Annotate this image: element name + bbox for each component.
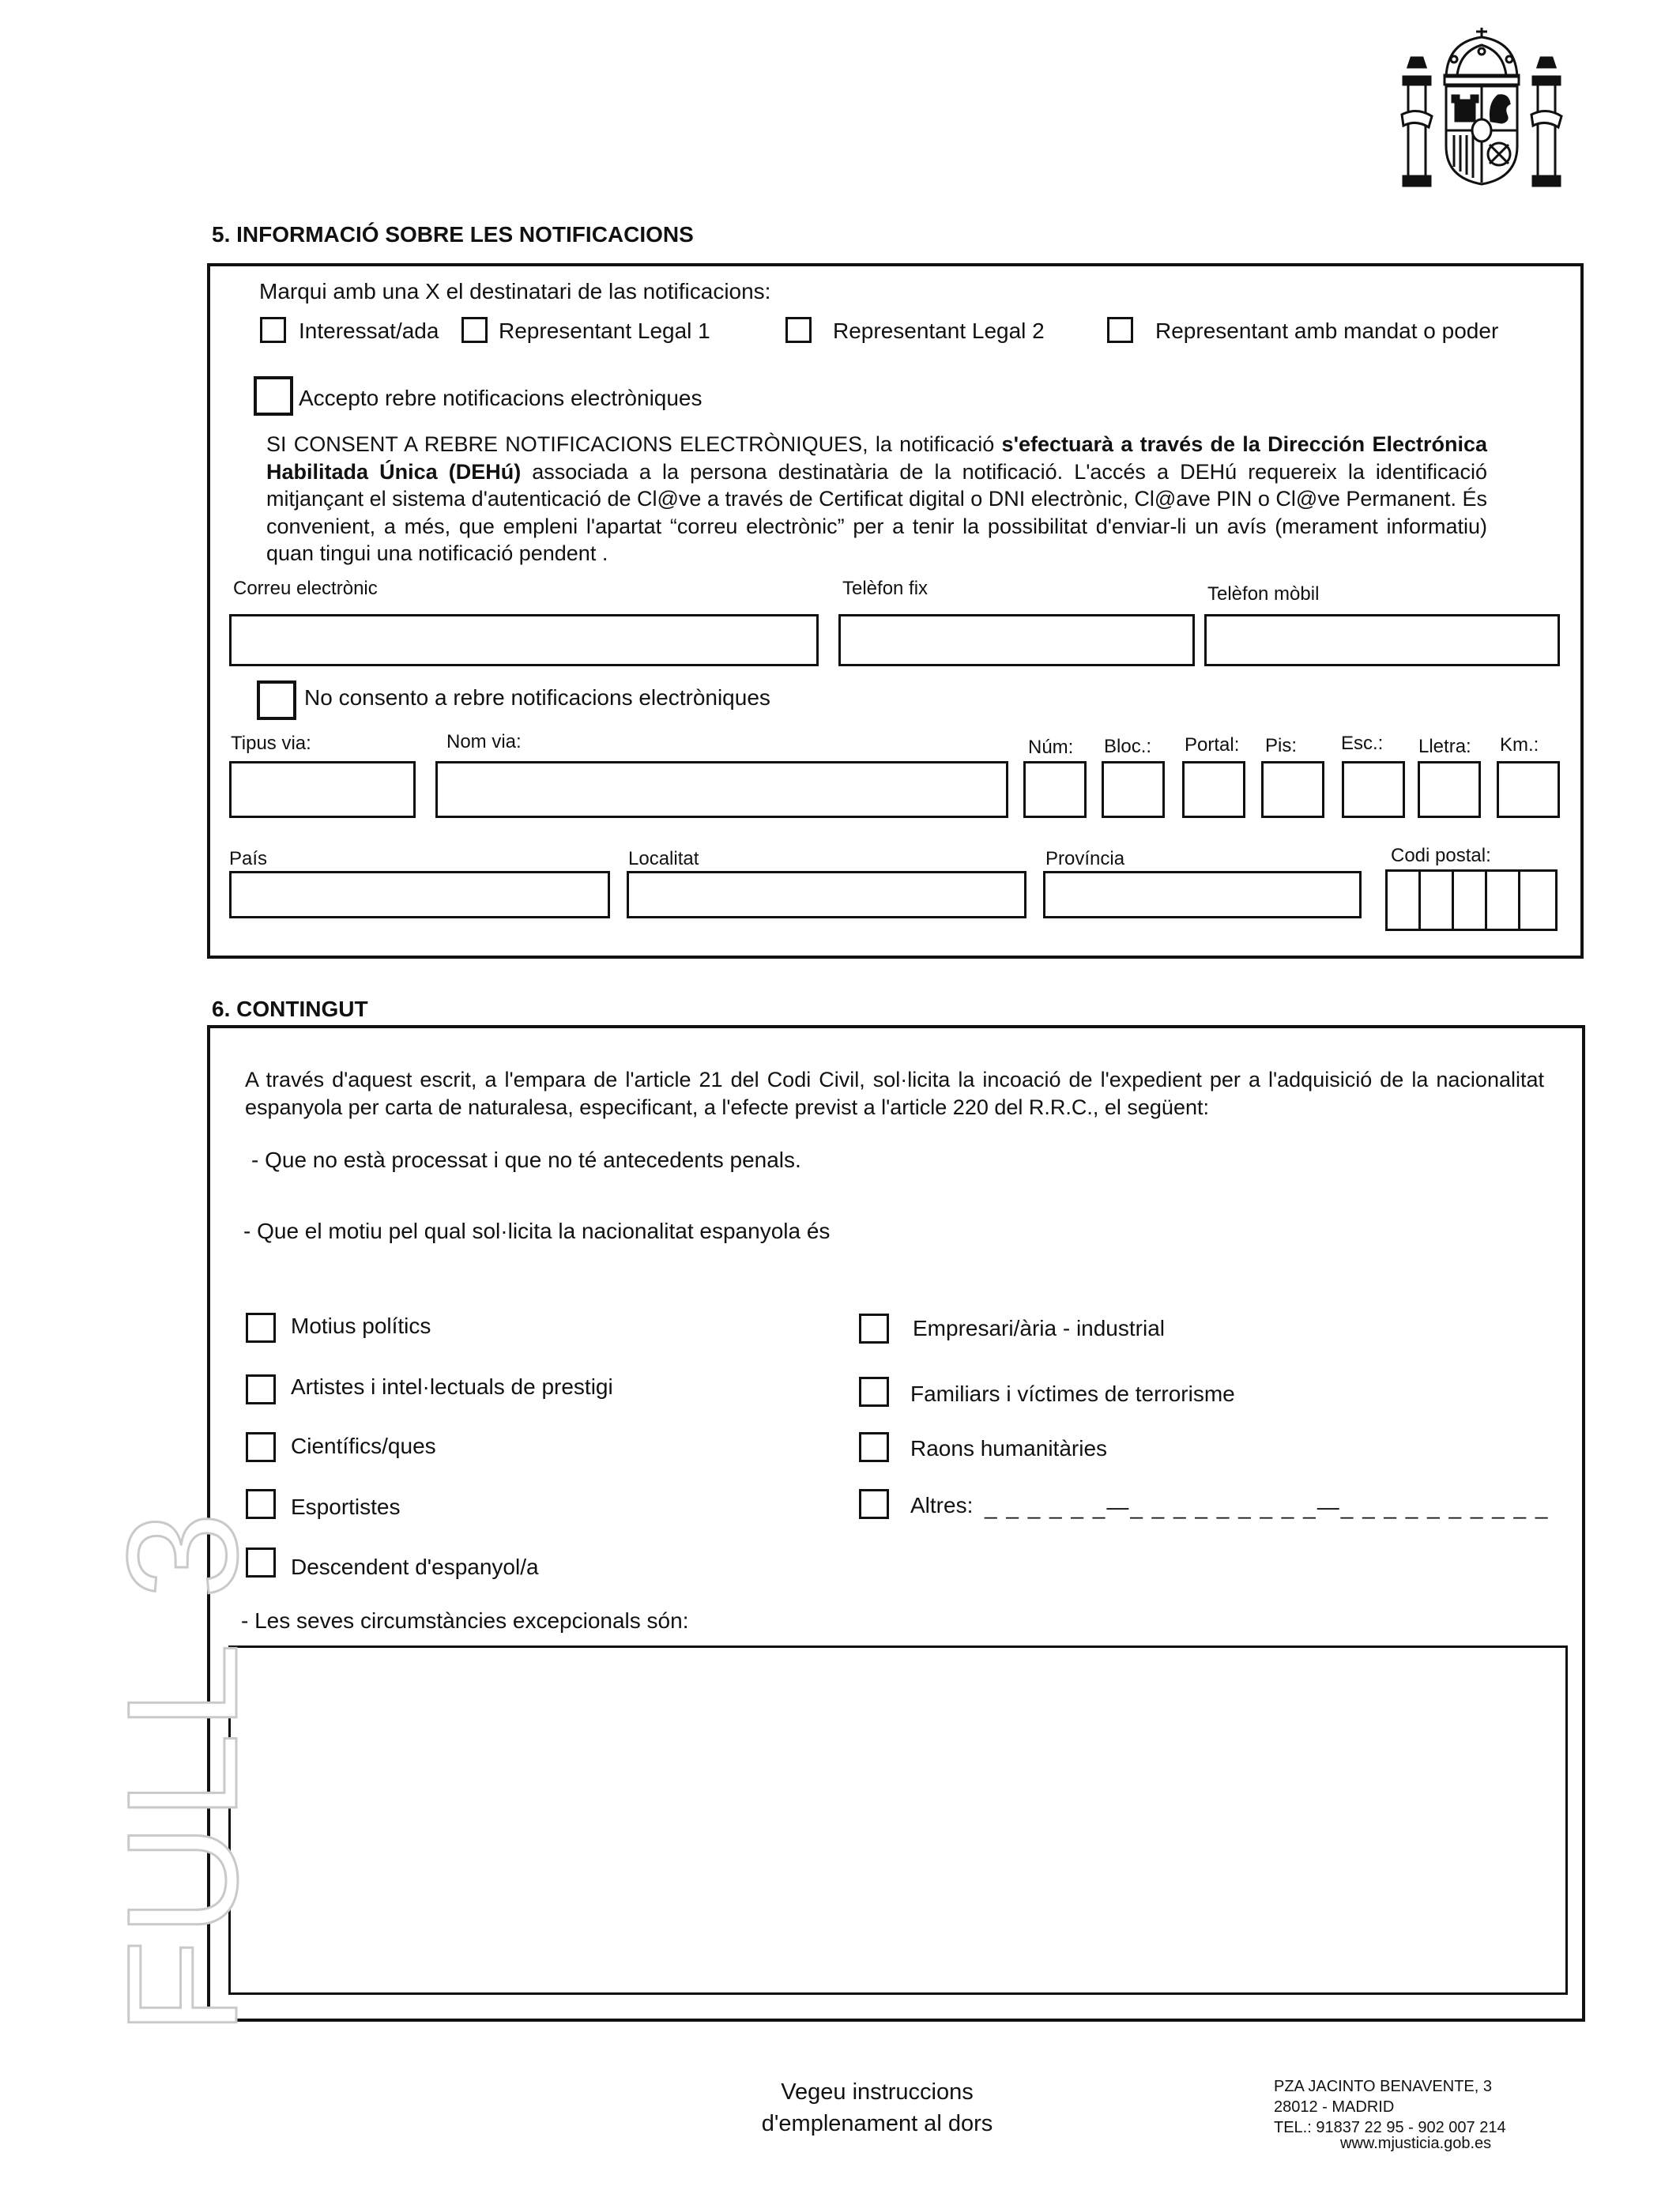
- tipus-via-label: Tipus via:: [231, 733, 311, 754]
- checkbox-empresari[interactable]: [859, 1314, 889, 1344]
- email-label: Correu electrònic: [233, 578, 378, 599]
- label-altres: Altres:: [910, 1493, 974, 1517]
- num-field[interactable]: [1023, 761, 1087, 818]
- codi-postal-digit-5[interactable]: [1518, 869, 1558, 931]
- label-accept-electronic: Accepto rebre notificacions electròniques: [299, 386, 703, 410]
- codi-postal-digit-1[interactable]: [1385, 869, 1421, 931]
- label-representant-mandat: Representant amb mandat o poder: [1155, 319, 1499, 343]
- localitat-field[interactable]: [627, 871, 1026, 918]
- label-representant-legal-2: Representant Legal 2: [833, 319, 1045, 343]
- mobile-label: Telèfon mòbil: [1207, 583, 1320, 605]
- localitat-label: Localitat: [628, 848, 699, 869]
- km-label: Km.:: [1500, 734, 1539, 756]
- footer-website[interactable]: www.mjusticia.gob.es: [1340, 2135, 1492, 2152]
- portal-field[interactable]: [1182, 761, 1245, 818]
- email-field[interactable]: [229, 614, 819, 666]
- footer-instructions: [711, 2076, 1043, 2139]
- checkbox-decline-electronic[interactable]: [257, 680, 296, 720]
- codi-postal-digit-3[interactable]: [1452, 869, 1487, 931]
- label-representant-legal-1: Representant Legal 1: [499, 319, 710, 343]
- mobile-field[interactable]: [1204, 614, 1560, 666]
- label-decline-electronic: No consento a rebre notificacions electròniques: [304, 685, 770, 710]
- footer-address-line2: 28012 - MADRID: [1274, 2098, 1395, 2116]
- label-artistes: Artistes i intel·lectuals de prestigi: [291, 1374, 613, 1399]
- section6-intro: A través d'aquest escrit, a l'empara de l'article 21 del Codi Civil, sol·licita la incoació de l'expedient per a l'adquisició de la nacionalitat espanyola per carta de naturalesa, especificant, a l'efecte previst a l'article 220 del R.R.C., el següent:: [245, 1068, 1544, 1119]
- checkbox-representant-legal-1[interactable]: [461, 317, 488, 343]
- codi-postal-label: Codi postal:: [1391, 845, 1491, 866]
- pis-field[interactable]: [1261, 761, 1324, 818]
- circumstances-textarea[interactable]: [228, 1646, 1568, 1995]
- pis-label: Pis:: [1265, 735, 1298, 756]
- checkbox-interessat[interactable]: [260, 317, 286, 343]
- checkbox-representant-mandat[interactable]: [1107, 317, 1133, 343]
- side-label-full3: FULL 3: [95, 1509, 269, 2035]
- lletra-field[interactable]: [1418, 761, 1481, 818]
- section6-title: 6. CONTINGUT: [212, 997, 368, 1021]
- label-esportistes: Esportistes: [291, 1495, 401, 1519]
- footer-phone: TEL.: 91837 22 95 - 902 007 214: [1274, 2119, 1506, 2136]
- label-interessat: Interessat/ada: [299, 319, 439, 343]
- tipus-via-field[interactable]: [229, 761, 416, 818]
- provincia-field[interactable]: [1043, 871, 1362, 918]
- nom-via-label: Nom via:: [446, 731, 522, 752]
- checkbox-representant-legal-2[interactable]: [785, 317, 812, 343]
- esc-label: Esc.:: [1341, 733, 1384, 754]
- section5-title: 5. INFORMACIÓ SOBRE LES NOTIFICACIONS: [212, 222, 694, 247]
- num-label: Núm:: [1028, 737, 1074, 758]
- checkbox-altres[interactable]: [859, 1489, 889, 1519]
- checkbox-artistes[interactable]: [246, 1374, 276, 1404]
- circumstances-label: - Les seves circumstàncies excepcionals són:: [241, 1608, 689, 1633]
- checkbox-humanitaries[interactable]: [859, 1432, 889, 1462]
- point-motive: - Que el motiu pel qual sol·licita la nacionalitat espanyola és: [243, 1219, 831, 1243]
- footer-instructions-line2: d'emplenament al dors: [761, 2111, 993, 2136]
- checkbox-motius-politics[interactable]: [246, 1313, 276, 1343]
- label-motius-politics: Motius polítics: [291, 1314, 431, 1338]
- codi-postal-digit-2[interactable]: [1418, 869, 1454, 931]
- phone-label: Telèfon fix: [842, 578, 929, 599]
- bloc-field[interactable]: [1102, 761, 1165, 818]
- label-empresari: Empresari/ària - industrial: [913, 1316, 1165, 1340]
- label-descendent: Descendent d'espanyol/a: [291, 1555, 539, 1579]
- point-no-criminal-record: - Que no està processat i que no té antecedents penals.: [251, 1148, 801, 1172]
- consent-paragraph: SI CONSENT A REBRE NOTIFICACIONS ELECTRÒNIQUES, la notificació s'efectuarà a través de la Dirección Electrónica Habilitada Única (DEHú) associada a la persona destinatària de la notificació. L'accés a DEHú requereix la identificació mitjançant el sistema d'autenticació de Cl@ve a través de Certificat digital o DNI electrònic, Cl@ave PIN o Cl@ve Permanent. És convenient, a més, que empleni l'apartat “correu electrònic” per a tenir la possibilitat d'enviar-li un avís (merament informatiu) quan tingui una notificació pendent .: [266, 432, 1487, 566]
- section5-frame: [207, 263, 1584, 959]
- bloc-label: Bloc.:: [1104, 736, 1152, 757]
- altres-input-line[interactable]: _ _ _ _ _ _—_ _ _ _ _ _ _ _ _—_ _ _ _ _ _ _ _ _ _: [985, 1495, 1550, 1519]
- nom-via-field[interactable]: [435, 761, 1008, 818]
- pais-label: País: [229, 848, 268, 869]
- esc-field[interactable]: [1342, 761, 1405, 818]
- footer-address: [1274, 2076, 1506, 2154]
- codi-postal-digit-4[interactable]: [1485, 869, 1520, 931]
- portal-label: Portal:: [1185, 734, 1240, 756]
- phone-field[interactable]: [838, 614, 1195, 666]
- footer-instructions-line1: Vegeu instruccions: [781, 2079, 974, 2105]
- pais-field[interactable]: [229, 871, 610, 918]
- lletra-label: Lletra:: [1418, 736, 1471, 757]
- km-field[interactable]: [1497, 761, 1560, 818]
- checkbox-terrorisme[interactable]: [859, 1377, 889, 1407]
- label-humanitaries: Raons humanitàries: [910, 1436, 1108, 1461]
- label-terrorisme: Familiars i víctimes de terrorisme: [910, 1382, 1235, 1406]
- recipient-prompt: Marqui amb una X el destinatari de las notificacions:: [259, 279, 771, 303]
- label-cientifics: Científics/ques: [291, 1434, 436, 1458]
- checkbox-cientifics[interactable]: [246, 1432, 276, 1462]
- checkbox-accept-electronic[interactable]: [254, 376, 293, 416]
- provincia-label: Província: [1045, 848, 1125, 869]
- footer-address-line1: PZA JACINTO BENAVENTE, 3: [1274, 2078, 1492, 2095]
- coat-of-arms-icon: [1400, 28, 1563, 190]
